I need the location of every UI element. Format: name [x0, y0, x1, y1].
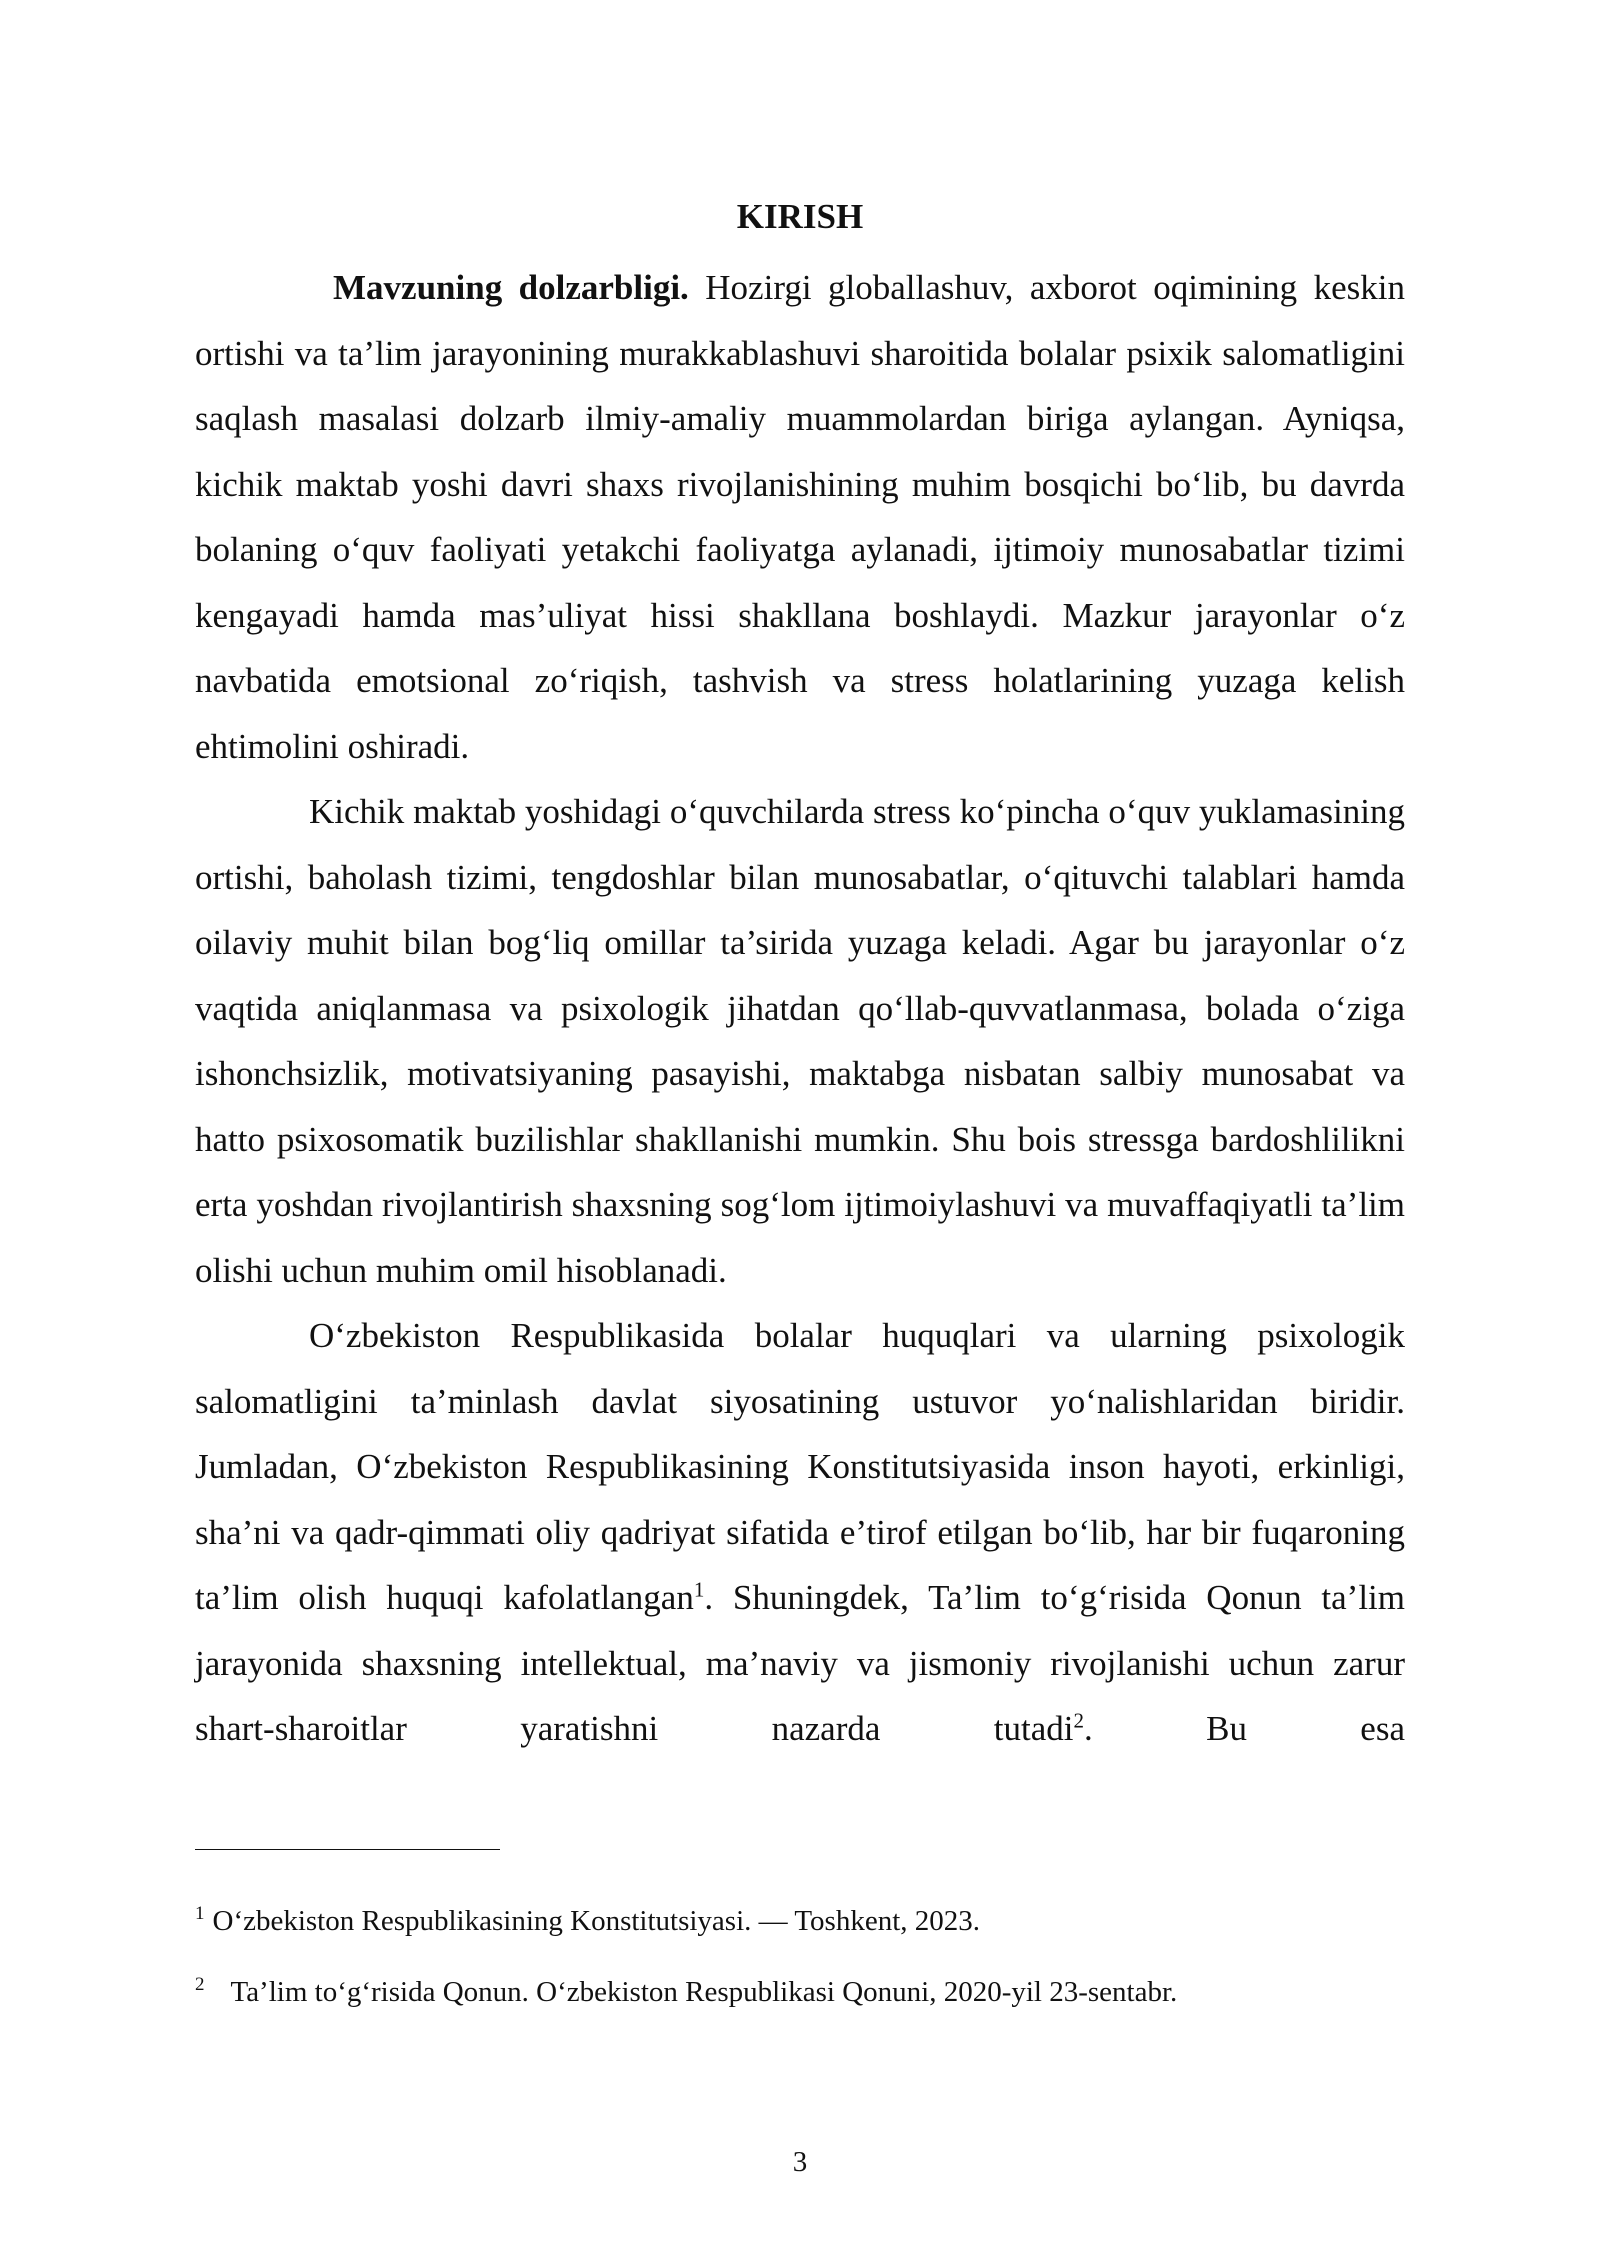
- paragraph-relevance: [195, 255, 1405, 779]
- footnote-1: [195, 1901, 1405, 1941]
- paragraph-legal-basis: [195, 1303, 1405, 1762]
- page-number: 3: [792, 2146, 808, 2178]
- paragraph-text: O‘zbekiston Respublikasida bolalar huquqlari va ularning psixologik salomatligini ta’minlash davlat siyosatining ustuvor yo‘nalishlaridan biridir. Jumladan, O‘zbekiston Respublikasining Konstitutsiyasida inson hayoti, erkinligi, sha’ni va qadr-qimmati oliy qadriyat sifatida e’tirof etilgan bo‘lib, har bir fuqaroning ta’lim olish huquqi kafolatlangan: [195, 1316, 1405, 1617]
- footnote-mark: 2: [195, 1974, 205, 1996]
- paragraph-stress-factors: Kichik maktab yoshidagi o‘quvchilarda stress ko‘pincha o‘quv yuklamasining ortishi, baholash tizimi, tengdoshlar bilan munosabatlar, o‘qituvchi talablari hamda oilaviy muhit bilan bog‘liq omillar ta’sirida yuzaga keladi. Agar bu jarayonlar o‘z vaqtida aniqlanmasa va psixologik jihatdan qo‘llab-quvvatlanmasa, bolada o‘ziga ishonchsizlik, motivatsiyaning pasayishi, maktabga nisbatan salbiy munosabat va hatto psixosomatik buzilishlar shakllanishi mumkin. Shu bois stressga bardoshlilikni erta yoshdan rivojlantirish shaxsning sog‘lom ijtimoiylashuvi va muvaffaqiyatli ta’lim olishi uchun muhim omil hisoblanadi.: [195, 792, 1405, 1290]
- footnote-separator: [195, 1849, 500, 1850]
- paragraph-text: Hozirgi globallashuv, axborot oqimining keskin ortishi va ta’lim jarayonining murakkablashuvi sharoitida bolalar psixik salomatligini saqlash masalasi dolzarb ilmiy-amaliy muammolardan biriga aylangan. Ayniqsa, kichik maktab yoshi davri shaxs rivojlanishining muhim bosqichi bo‘lib, bu davrda bolaning o‘quv faoliyati yetakchi faoliyatga aylanadi, ijtimoiy munosabatlar tizimi kengayadi hamda mas’uliyat hissi shakllana boshlaydi. Mazkur jarayonlar o‘z navbatida emotsional zo‘riqish, tashvish va stress holatlarining yuzaga kelish ehtimolini oshiradi.: [195, 268, 1405, 766]
- footnote-text: Ta’lim to‘g‘risida Qonun. O‘zbekiston Respublikasi Qonuni, 2020-yil 23-sentabr.: [230, 1976, 1178, 2008]
- footnote-mark: 1: [195, 1903, 205, 1925]
- footnote-reference-2[interactable]: 2: [1073, 1708, 1084, 1733]
- paragraph-text: . Bu esa: [1083, 1709, 1405, 1748]
- footnote-text: O‘zbekiston Respublikasining Konstitutsiyasi. — Toshkent, 2023.: [212, 1905, 981, 1937]
- paragraph-text: . Shuningdek, Ta’lim to‘g‘risida Qonun ta’lim jarayonida shaxsning intellektual, ma’naviy va jismoniy rivojlanishi uchun zarur shart-sharoitlar yaratishni nazarda tutadi: [195, 1578, 1405, 1748]
- footnote-reference-1[interactable]: 1: [693, 1577, 705, 1602]
- section-heading: KIRISH: [736, 197, 864, 236]
- paragraph-lead: Mavzuning dolzarbligi.: [333, 268, 689, 307]
- body-text: [195, 255, 1405, 1762]
- footnote-2: [195, 1972, 1405, 2012]
